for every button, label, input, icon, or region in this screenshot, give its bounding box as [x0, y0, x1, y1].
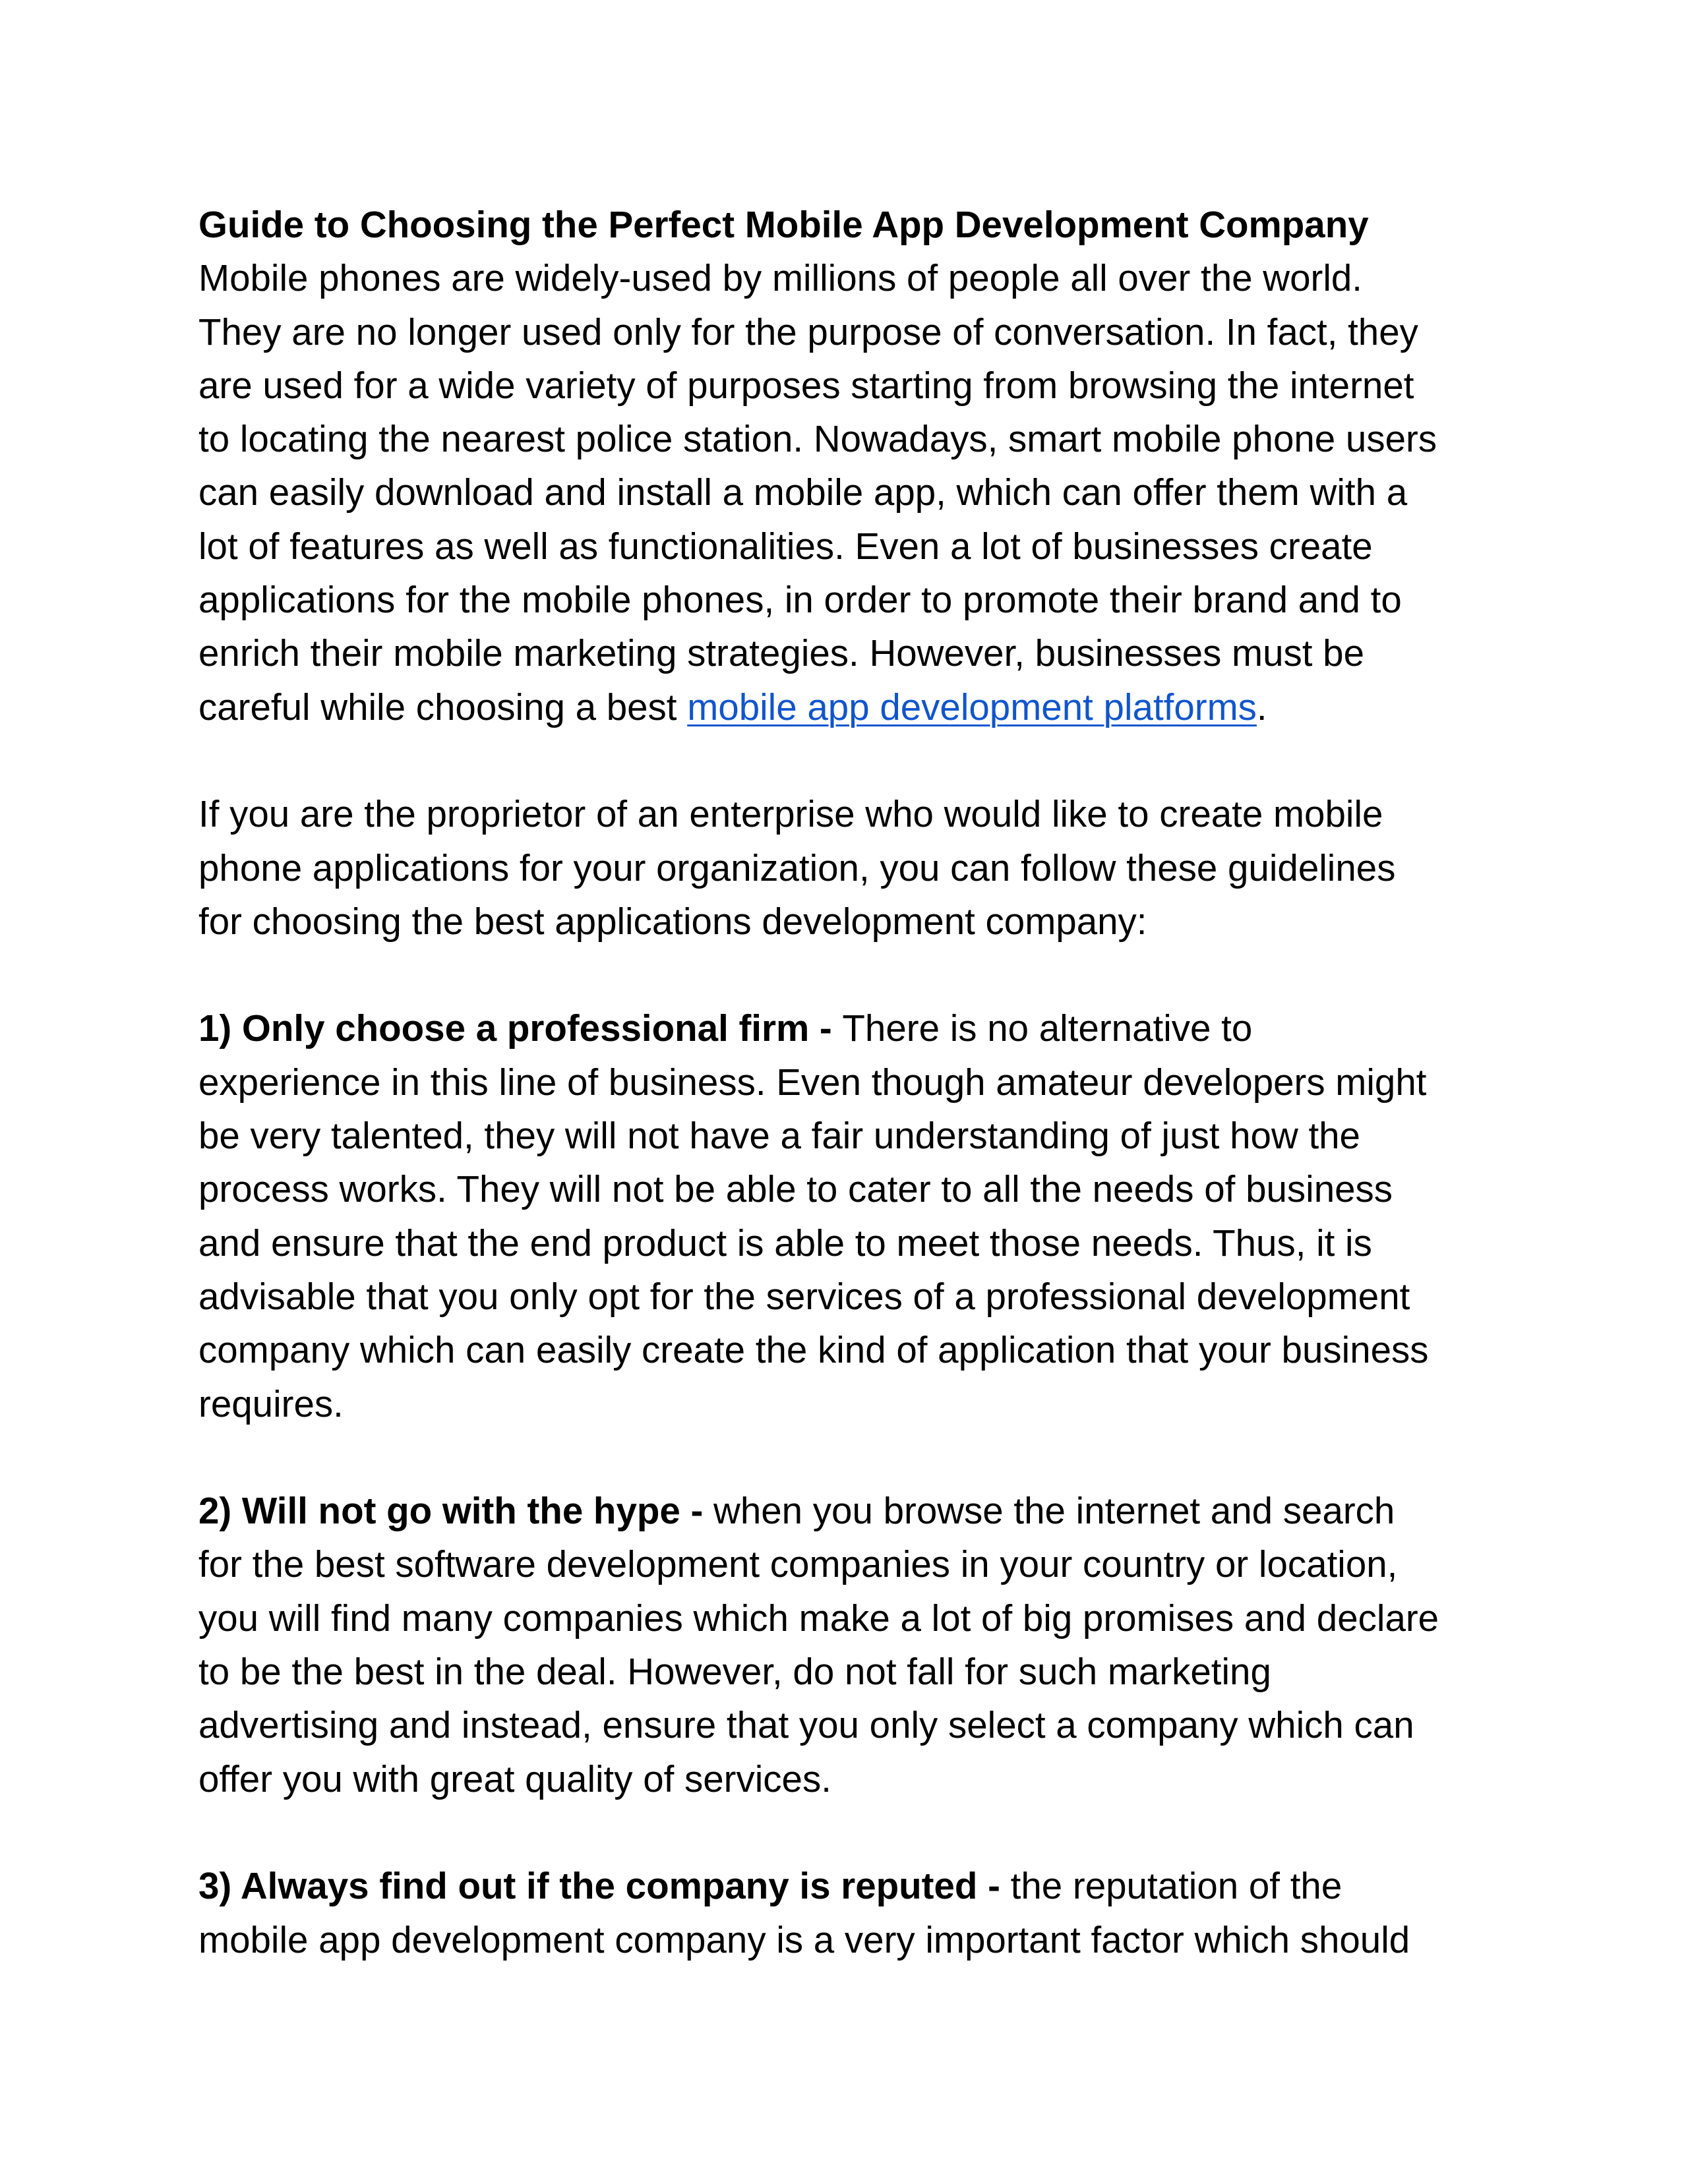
text-segment: careful while choosing a best [198, 686, 688, 728]
text-line: to locating the nearest police station. Nowadays, smart mobile phone users [198, 418, 1437, 460]
point-2-heading: 2) Will not go with the hype - [198, 1490, 714, 1532]
text-line-with-link [198, 680, 1504, 734]
document-body [198, 198, 1504, 1966]
paragraph-spacer [198, 948, 1504, 1001]
text-segment: . [1256, 686, 1267, 728]
text-line: for choosing the best applications development company: [198, 900, 1147, 942]
text-line: mobile app development company is a very important factor which should [198, 1918, 1410, 1961]
point-1-heading: 1) Only choose a professional firm - [198, 1007, 843, 1049]
text-line: for the best software development companies in your country or location, [198, 1543, 1398, 1585]
text-line: They are no longer used only for the purpose of conversation. In fact, they [198, 310, 1418, 353]
text-segment: when you browse the internet and search [713, 1490, 1395, 1532]
text-line: offer you with great quality of services. [198, 1757, 831, 1800]
text-line: be very talented, they will not have a fair understanding of just how the [198, 1115, 1360, 1157]
text-segment: There is no alternative to [842, 1007, 1253, 1049]
point-3-heading: 3) Always find out if the company is reputed - [198, 1865, 1011, 1907]
text-line: and ensure that the end product is able to meet those needs. Thus, it is [198, 1222, 1372, 1264]
point-heading-line [198, 1001, 1504, 1055]
document-title: Guide to Choosing the Perfect Mobile App Development Company [198, 204, 1369, 245]
intro-paragraph [198, 251, 1504, 734]
paragraph-spacer [198, 1431, 1504, 1484]
point-2-paragraph [198, 1484, 1504, 1806]
paragraph-spacer [198, 1806, 1504, 1859]
point-heading-line [198, 1859, 1504, 1912]
text-line: requires. [198, 1382, 344, 1425]
text-line: company which can easily create the kind of application that your business [198, 1329, 1429, 1371]
text-line: are used for a wide variety of purposes starting from browsing the internet [198, 364, 1414, 406]
guidelines-paragraph [198, 787, 1504, 948]
text-line: advertising and instead, ensure that you only select a company which can [198, 1704, 1414, 1746]
text-line: advisable that you only opt for the services of a professional development [198, 1275, 1410, 1317]
text-line: phone applications for your organization, you can follow these guidelines [198, 846, 1396, 889]
text-line: process works. They will not be able to cater to all the needs of business [198, 1168, 1393, 1210]
paragraph-spacer [198, 734, 1504, 787]
text-segment: the reputation of the [1010, 1865, 1342, 1907]
text-line: can easily download and install a mobile app, which can offer them with a [198, 471, 1408, 514]
point-heading-line [198, 1484, 1504, 1537]
text-line: lot of features as well as functionalities. Even a lot of businesses create [198, 525, 1373, 567]
text-line: experience in this line of business. Even though amateur developers might [198, 1061, 1427, 1103]
point-3-paragraph [198, 1859, 1504, 1966]
text-line: If you are the proprietor of an enterprise who would like to create mobile [198, 793, 1383, 835]
text-line: you will find many companies which make a lot of big promises and declare [198, 1597, 1439, 1639]
point-1-paragraph [198, 1001, 1504, 1430]
text-line: applications for the mobile phones, in order to promote their brand and to [198, 579, 1402, 621]
text-line: enrich their mobile marketing strategies. However, businesses must be [198, 632, 1364, 674]
text-line: Mobile phones are widely-used by millions of people all over the world. [198, 257, 1362, 299]
text-line: to be the best in the deal. However, do not fall for such marketing [198, 1651, 1271, 1693]
mobile-app-platforms-link[interactable]: mobile app development platforms [687, 686, 1257, 728]
